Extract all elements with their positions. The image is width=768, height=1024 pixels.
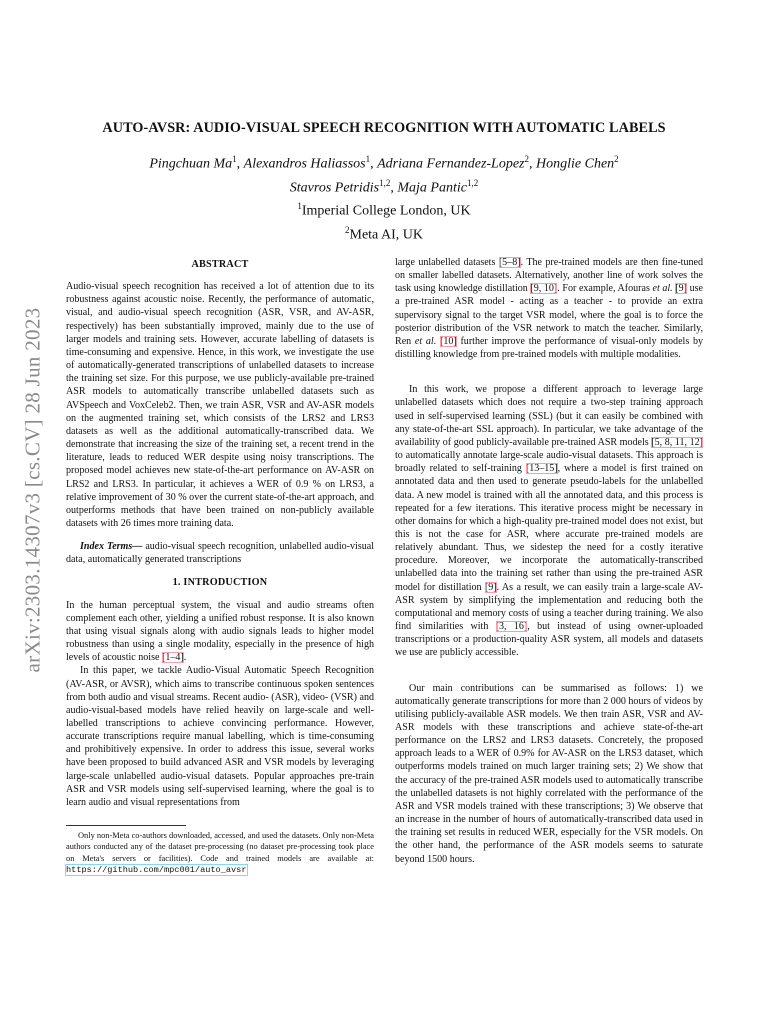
right-paragraph-2: In this work, we propose a different approach to leverage large unlabelled datasets which does not require a two-step training approach used in self-supervised learning (SSL) (but it can easily be combined with any state-of-the-art SSL approach). In particular, we take advantage of the availability of good publicly-available pre-trained ASR models [5, 8, 11, 12] to automatically annotate large-scale audio-visual datasets. This approach is broadly related to self-training [13–15], where a model is first trained on annotated data and then used to generate pseudo-labels for the unlabelled data. A new model is trained with all the annotated data, and this process is repeated for a few iterations. This iterative process might be necessary in other domains for which a high-quality pre-trained model does not exist, but this is not the case for ASR, where accurate pre-trained models are relatively abundant. Thus, we sidestep the need for a costly iterative procedure. Moreover, we incorporate the automatically-transcribed unlabelled data into the training set rather than using the pre-trained ASR model for distillation [9]. As a result, we can easily train a large-scale AV-ASR system by simplifying the implementation and reducing both the computational and memory costs of using a teacher during training. We also find similarities with [3, 16], but instead of using owner-uploaded transcriptions or a production-quality ASR system, all models and datasets we use are publicly accessible.: [395, 384, 703, 659]
author-name: Maja Pantic: [397, 180, 467, 196]
affiliation-2: [60, 221, 708, 245]
author-separator: ,: [236, 156, 244, 172]
paper-title: AUTO-AVSR: AUDIO-VISUAL SPEECH RECOGNITION WITH AUTOMATIC LABELS: [102, 120, 666, 136]
author-line-2: [60, 174, 708, 198]
citation-link[interactable]: [9, 10]: [530, 283, 558, 295]
right-paragraph-1: large unlabelled datasets [5–8]. The pre-trained models are then fine-tuned on smaller labelled datasets. Alternatively, another line of work solves the task using knowledge distillation [9, 10]. For example, Afouras et al. [9] use a pre-trained ASR model - acting as a teacher - to provide an extra supervisory signal to the target VSR model, where the goal is to force the posterior distribution of the VSR network to match the teacher. Similarly, Ren et al. [10] further improve the performance of visual-only models by distilling knowledge from pre-trained models with multiple modalities.: [395, 257, 704, 361]
footnote-rule: [66, 825, 186, 826]
citation-link[interactable]: [5, 8, 11, 12]: [651, 436, 703, 448]
author-affiliation-mark: 2: [524, 154, 530, 164]
author-separator: ,: [370, 156, 378, 172]
index-terms-text: audio-visual speech recognition, unlabelled audio-visual data, automatically generated transcriptions: [66, 541, 374, 566]
citation-link[interactable]: [9]: [675, 283, 688, 295]
code-repository-link[interactable]: https://github.com/mpc001/auto_avsr: [66, 864, 247, 875]
author-name: Adriana Fernandez-Lopez: [377, 156, 525, 172]
affiliation-name: Meta AI, UK: [349, 227, 423, 243]
footnote: Only non-Meta co-authors downloaded, accessed, and used the datasets. Only non-Meta authors conducted any of the dataset pre-processing (no dataset pre-processing took place on Meta's servers or facilities). Code and trained models are available at: https://github.com/mpc001/auto_avsr.: [66, 831, 374, 875]
footnote-text: Only non-Meta co-authors downloaded, accessed, and used the datasets. Only non-Meta authors conducted any of the dataset pre-processing (no dataset pre-processing took place on Meta's servers or facilities). Code and trained models are available at:: [66, 831, 374, 863]
author-name: Pingchuan Ma: [149, 156, 233, 172]
author-affiliation-mark: 2: [614, 154, 619, 164]
affiliation-mark: 1: [297, 201, 302, 212]
author-name: Alexandros Haliassos: [243, 156, 366, 172]
citation-link[interactable]: [9]: [484, 581, 497, 593]
author-line-1: [60, 150, 708, 174]
intro-paragraph-1: In the human perceptual system, the visual and audio streams often complement each other, yielding a unified robust response. It is also known that using visual signals along with audio signals leads to higher model robustness than using a single modality, especially in the presence of high levels of acoustic noise [1–4].: [66, 599, 374, 664]
author-affiliation-mark: 1,2: [466, 177, 479, 188]
citation-link[interactable]: [3, 16]: [495, 621, 528, 633]
abstract-text: Audio-visual speech recognition has received a lot of attention due to its robustness against acoustic noise. Recently, the performance of automatic, visual, and audio-visual speech recognition (ASR, VSR, and AV-ASR, respectively) has been substantially improved, mainly due to the use of larger models and training sets. However, accurate labelling of datasets is time-consuming and expensive. Hence, in this work, we investigate the use of automatically-generated transcriptions of unlabelled datasets to increase the training set size. For this purpose, we use publicly-available pre-trained ASR models to automatically transcribe unlabelled datasets such as AVSpeech and VoxCeleb2. Then, we train ASR, VSR and AV-ASR models on the augmented training set, which consists of the LRS2 and LRS3 datasets as well as the additional automatically-transcribed data. We demonstrate that increasing the size of the training set, a recent trend in the literature, leads to reduced WER despite using noisy transcriptions. The proposed model achieves new state-of-the-art performance on AV-ASR on LRS2 and LRS3. In particular, it achieves a WER of 0.9 % on LRS3, a relative improvement of 30 % over the current state-of-the-art approach, and outperforms methods that have been trained on non-publicly available datasets with 26 times more training data.: [66, 281, 374, 529]
introduction-heading: 1. INTRODUCTION: [172, 577, 268, 589]
author-name: Honglie Chen: [536, 156, 615, 172]
intro-paragraph-2: In this paper, we tackle Audio-Visual Automatic Speech Recognition (AV-ASR, or AVSR), which aims to transcribe continuous spoken sentences from both audio and visual streams. Recent audio- (ASR), video- (VSR) and audio-visual-based models have relied heavily on large-scale and well-labelled transcriptions to achieve convincing performance. However, accurate transcriptions require manual labelling, which is time-consuming and prohibitively expensive. In order to address this issue, several works have been proposed to build advanced ASR and VSR models by leveraging large-scale unlabelled audio-visual datasets. Popular approaches pre-train ASR and VSR models using self-supervised learning, where the goal is to learn audio and visual representations from: [66, 665, 374, 808]
author-name: Stavros Petridis: [289, 180, 380, 196]
author-affiliation-mark: 1: [232, 154, 237, 164]
abstract-heading: ABSTRACT: [191, 259, 249, 270]
arxiv-sidebar-stamp: [18, 270, 48, 710]
left-column: [66, 258, 374, 876]
affiliation-name: Imperial College London, UK: [301, 203, 471, 219]
right-paragraph-3: Our main contributions can be summarised as follows: 1) we automatically generate transcriptions for more than 2 000 hours of videos by utilising publicly-available ASR models. We then train ASR, VSR and AV-ASR models with these transcriptions and achieve state-of-the-art performance on the LRS2 and LRS3 datasets. Concretely, the proposed approach leads to a WER of 0.9% for AV-ASR on the LRS3 dataset, which outperforms models trained on much larger training sets; 2) We show that the accuracy of the pre-trained ASR models used to automatically transcribe the unlabelled datasets is not highly correlated with the performance of the ASR and VSR models trained with these transcriptions; 3) We observe that an increase in the number of hours of automatically-transcribed data used in the training set results in reduced WER, especially for the VSR models. On the other hand, the performance of the ASR models seems to saturate beyond 1500 hours.: [395, 682, 703, 865]
index-terms-label: Index Terms—: [80, 541, 143, 553]
affiliation-1: [60, 197, 708, 221]
citation-link[interactable]: [1–4]: [161, 652, 184, 664]
author-block: [60, 150, 708, 245]
citation-link[interactable]: [10]: [439, 335, 457, 347]
citation-link[interactable]: [13–15]: [525, 463, 558, 475]
author-affiliation-mark: 1: [365, 154, 371, 164]
right-column: [395, 256, 703, 866]
citation-link[interactable]: [5–8]: [498, 257, 521, 268]
index-terms: [66, 540, 374, 566]
author-separator: ,: [390, 180, 398, 196]
author-affiliation-mark: 1,2: [379, 177, 391, 188]
arxiv-identifier: arXiv:2303.14307v3 [cs.CV] 28 Jun 2023: [20, 307, 45, 673]
author-separator: ,: [529, 156, 537, 172]
affiliation-mark: 2: [345, 224, 350, 235]
